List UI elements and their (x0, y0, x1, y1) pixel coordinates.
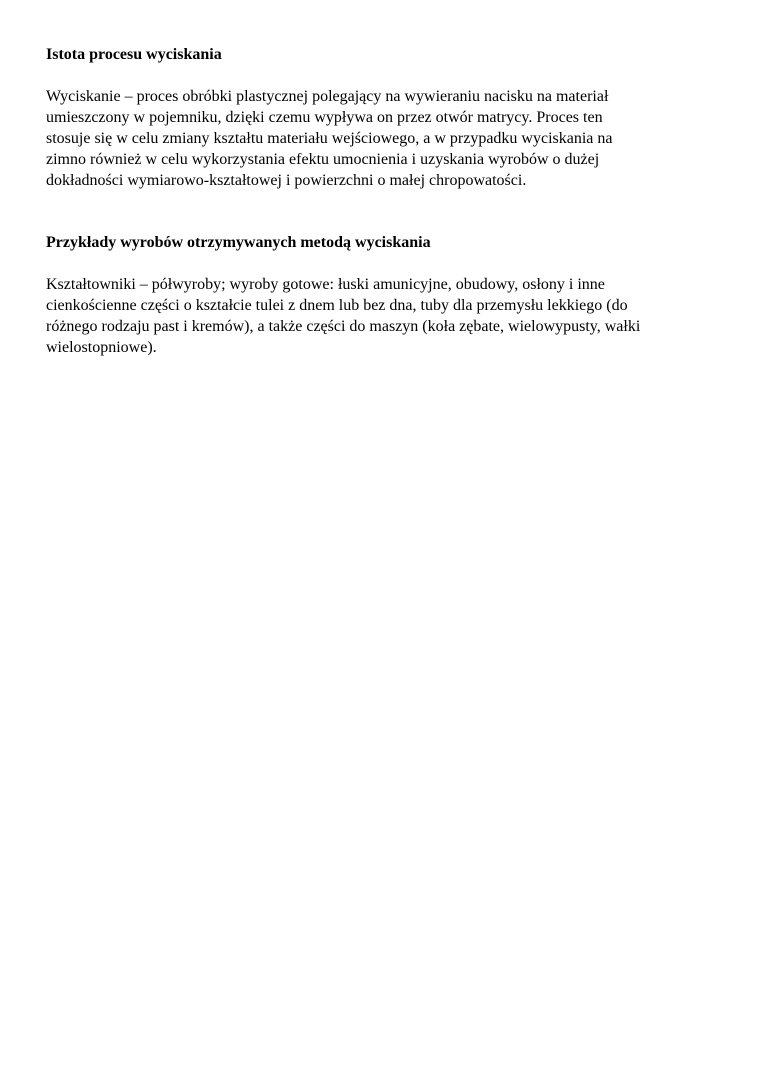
section-heading-product-examples: Przykłady wyrobów otrzymywanych metodą wyciskania (46, 234, 431, 251)
spacer (46, 253, 716, 274)
paragraph-line: umieszczony w pojemniku, dzięki czemu wypływa on przez otwór matrycy. Proces ten (46, 109, 603, 126)
paragraph-line: dokładności wymiarowo-kształtowej i powierzchni o małej chropowatości. (46, 172, 527, 189)
paragraph-line: cienkościenne części o kształcie tulei z dnem lub bez dna, tuby dla przemysłu lekkiego (do (46, 297, 628, 314)
paragraph-line: wielostopniowe). (46, 339, 157, 356)
paragraph-line: zimno również w celu wykorzystania efektu umocnienia i uzyskania wyrobów o dużej (46, 151, 600, 168)
spacer (46, 191, 716, 232)
paragraph-line: różnego rodzaju past i kremów), a także części do maszyn (koła zębate, wielowypusty, wałki (46, 318, 641, 335)
paragraph-line: stosuje się w celu zmiany kształtu materiału wejściowego, a w przypadku wyciskania na (46, 130, 613, 147)
spacer (46, 65, 716, 86)
paragraph-line: Wyciskanie – proces obróbki plastycznej polegający na wywieraniu nacisku na materiał (46, 88, 609, 105)
paragraph-extrusion-definition (46, 86, 716, 191)
paragraph-line: Kształtowniki – półwyroby; wyroby gotowe: łuski amunicyjne, obudowy, osłony i inne (46, 276, 605, 293)
document-content (46, 44, 716, 358)
section-heading-extrusion-essence: Istota procesu wyciskania (46, 46, 222, 63)
paragraph-product-examples (46, 274, 716, 358)
